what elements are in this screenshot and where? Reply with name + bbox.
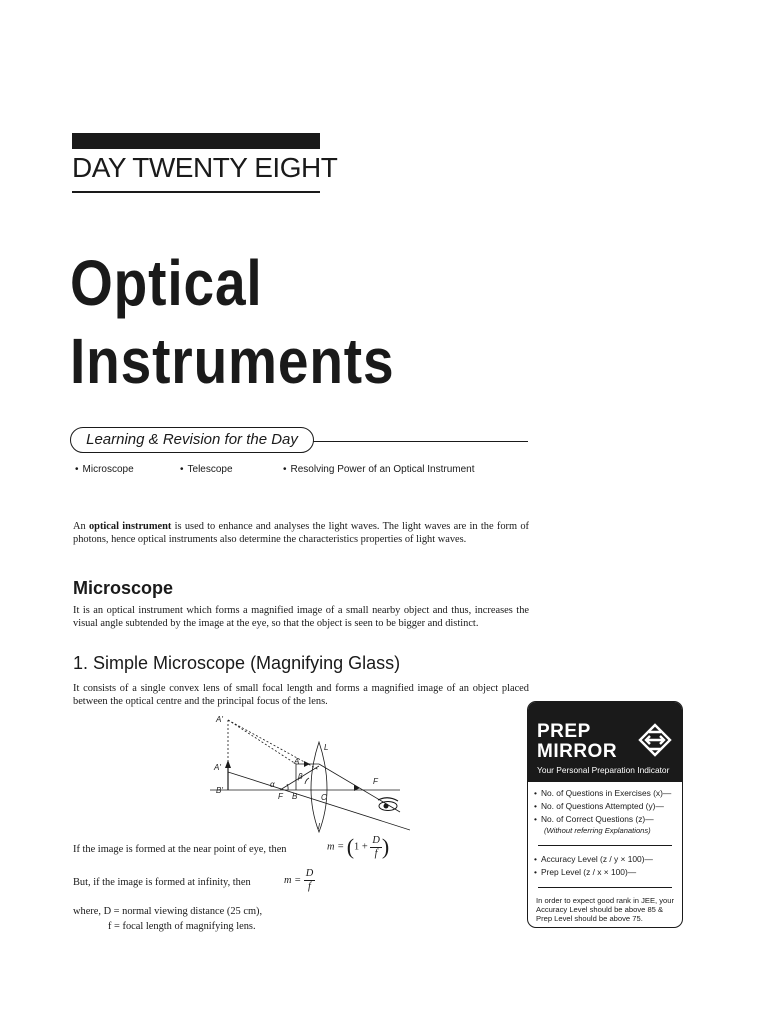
eq2-denominator: f <box>308 881 311 892</box>
paren-open-icon: ( <box>346 834 355 859</box>
label-a-prime: A' <box>214 763 221 772</box>
topic-label: Microscope <box>82 464 134 475</box>
infinity-text: But, if the image is formed at infinity, then <box>73 877 251 888</box>
subsection-heading: 1. Simple Microscope (Magnifying Glass) <box>73 653 401 673</box>
prep-mirror-header <box>528 702 683 782</box>
intro-text-start: An <box>73 521 89 532</box>
eq1-one: 1 + <box>354 841 371 853</box>
chapter-title-line2: Instruments <box>70 325 395 397</box>
prep-item-attempted: No. of Questions Attempted (y)— <box>540 801 664 811</box>
label-b: B <box>292 792 298 801</box>
eq1-lhs: m = <box>327 841 347 853</box>
eq2-lhs: m = <box>284 874 304 886</box>
bullet-icon: • <box>534 788 537 798</box>
eq1-denominator: f <box>374 847 378 859</box>
eq2-fraction <box>304 868 316 893</box>
lens <box>311 742 327 832</box>
eq2-numerator: D <box>305 868 314 879</box>
label-a-prime-top: A' <box>216 715 223 724</box>
where-definition-d: where, D = normal viewing distance (25 cm), <box>73 906 263 917</box>
intro-keyword: optical instrument <box>88 521 172 532</box>
bullet-icon: • <box>283 464 287 475</box>
prep-mirror-logo-icon <box>638 723 672 759</box>
prep-note: (Without referring Explanations) <box>544 826 651 835</box>
eq1-fraction <box>370 835 382 860</box>
bullet-icon: • <box>534 801 537 811</box>
simple-microscope-paragraph: It consists of a single convex lens of small focal length and forms a magnified image of an object placed between the optical centre and the principal focus of the lens. <box>73 683 529 708</box>
prep-level-list <box>534 853 653 879</box>
eq1-numerator: D <box>372 834 380 846</box>
bullet-icon: • <box>534 867 537 877</box>
label-beta: β <box>298 772 303 781</box>
prep-item-prep-level: Prep Level (z / x × 100)— <box>540 867 637 877</box>
magnification-equation-infinity <box>284 868 315 893</box>
intro-text-end: is used to enhance and analyses the light waves. The light waves are in the form of photons, hence optical instruments also determine the characteristics properties of light waves. <box>73 521 530 546</box>
section-heading: Microscope <box>73 578 174 598</box>
bullet-icon: • <box>534 814 537 824</box>
virtual-ray-2 <box>228 720 296 764</box>
prep-mirror-title-line2: MIRROR <box>537 741 618 762</box>
label-l: L <box>324 743 329 752</box>
label-f-right: F <box>373 777 378 786</box>
prep-item-exercises: No. of Questions in Exercises (x)— <box>540 788 672 798</box>
chapter-title <box>70 244 394 400</box>
bullet-icon: • <box>534 854 537 864</box>
learning-banner: Learning & Revision for the Day <box>70 427 314 453</box>
header-bar <box>72 133 320 149</box>
beta-arc <box>305 778 309 784</box>
list-item <box>534 800 671 813</box>
label-a: A <box>294 757 300 766</box>
arrowhead-icon <box>225 760 231 768</box>
day-label: DAY TWENTY EIGHT <box>72 152 338 183</box>
where-definition-f: f = focal length of magnifying lens. <box>108 921 256 932</box>
paren-close-icon: ) <box>381 834 390 859</box>
ray-diagram <box>210 712 410 837</box>
list-item <box>534 853 653 866</box>
label-l-bottom: l <box>318 822 320 831</box>
topic-item <box>283 464 475 475</box>
prep-item-correct: No. of Correct Questions (z)— <box>540 814 654 824</box>
magnification-equation-near <box>327 834 389 860</box>
near-point-text: If the image is formed at the near point of eye, then <box>73 844 287 855</box>
prep-mirror-title-line1: PREP <box>537 721 591 742</box>
list-item <box>534 787 671 800</box>
topic-item <box>75 464 134 475</box>
list-item <box>534 866 653 879</box>
topic-label: Telescope <box>187 464 233 475</box>
prep-item-accuracy: Accuracy Level (z / y × 100)— <box>540 854 653 864</box>
learning-banner-rule <box>313 441 528 442</box>
label-f-left: F <box>278 792 283 801</box>
prep-count-list <box>534 787 671 835</box>
prep-mirror-box <box>527 701 683 928</box>
topic-item <box>180 464 233 475</box>
prep-mirror-title <box>537 722 617 762</box>
microscope-paragraph: It is an optical instrument which forms a magnified image of a small nearby object and thus, increases the visual angle subtended by the image at the eye, so that the object is seen to be bigger and distinct. <box>73 605 529 630</box>
label-b-prime: B' <box>216 786 223 795</box>
chapter-title-line1: Optical <box>70 247 263 319</box>
label-c: C <box>321 793 327 802</box>
arrowhead-icon <box>304 761 310 767</box>
prep-divider <box>538 845 672 846</box>
intro-paragraph <box>73 520 529 547</box>
prep-mirror-footer: In order to expect good rank in JEE, your Accuracy Level should be above 85 & Prep Level should be above 75. <box>536 896 675 924</box>
eye-icon <box>378 798 398 811</box>
bullet-icon: • <box>75 464 79 475</box>
label-alpha: α <box>270 780 275 789</box>
prep-divider <box>538 887 672 888</box>
list-item <box>534 813 671 826</box>
prep-mirror-subtitle: Your Personal Preparation Indicator <box>537 765 670 775</box>
topic-label: Resolving Power of an Optical Instrument <box>290 464 475 475</box>
bullet-icon: • <box>180 464 184 475</box>
header-rule <box>72 191 320 193</box>
